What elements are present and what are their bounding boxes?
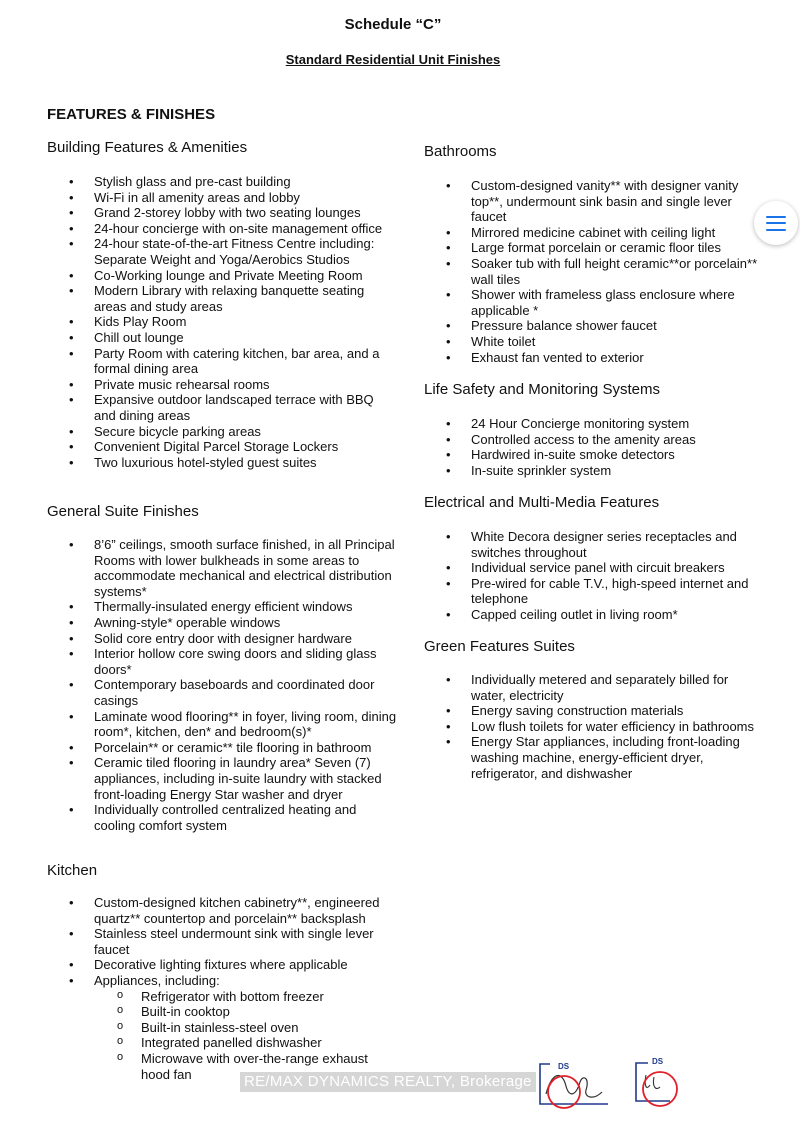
list-item: • White toilet [424, 334, 764, 350]
stamp-label: DS [652, 1057, 664, 1066]
section-heading-electrical: Electrical and Multi-Media Features [424, 494, 660, 511]
list-item: • Solid core entry door with designer hardware [47, 631, 397, 647]
list-item: • Hardwired in-suite smoke detectors [424, 447, 764, 463]
list-item: • 24-hour state-of-the-art Fitness Centre including: Separate Weight and Yoga/Aerobics Studios [47, 236, 397, 267]
list-item: • Convenient Digital Parcel Storage Lockers [47, 439, 397, 455]
list-item: • Shower with frameless glass enclosure where applicable * [424, 287, 764, 318]
list-item: • Stylish glass and pre-cast building [47, 174, 397, 190]
list-item: • Individually controlled centralized heating and cooling comfort system [47, 802, 397, 833]
hamburger-icon [766, 216, 786, 231]
list-item: • Secure bicycle parking areas [47, 424, 397, 440]
section-heading-green: Green Features Suites [424, 638, 575, 655]
list-item: • White Decora designer series receptacles and switches throughout [424, 529, 764, 560]
section-heading-safety: Life Safety and Monitoring Systems [424, 381, 660, 398]
appliances-label: Appliances, including: [94, 972, 220, 988]
list-building [47, 174, 397, 470]
list-item: • Co-Working lounge and Private Meeting Room [47, 268, 397, 284]
section-heading-kitchen: Kitchen [47, 862, 98, 879]
list-item: • Expansive outdoor landscaped terrace with BBQ and dining areas [47, 392, 397, 423]
menu-button[interactable] [754, 201, 798, 245]
list-item: • Porcelain** or ceramic** tile flooring in bathroom [47, 740, 397, 756]
sub-list-item: o Refrigerator with bottom freezer [94, 989, 397, 1005]
list-item-appliances [47, 973, 397, 1082]
section-heading-bathrooms: Bathrooms [424, 143, 497, 160]
list-item: • Mirrored medicine cabinet with ceiling light [424, 225, 764, 241]
section-heading-general: General Suite Finishes [47, 503, 199, 520]
list-item: • Private music rehearsal rooms [47, 377, 397, 393]
list-item: • Ceramic tiled flooring in laundry area* Seven (7) appliances, including in-suite laundry with stacked front-loading Energy Star washer and dryer [47, 755, 397, 802]
brokerage-watermark: RE/MAX DYNAMICS REALTY, Brokerage [240, 1072, 536, 1092]
list-item: • Pressure balance shower faucet [424, 318, 764, 334]
list-item: • Stainless steel undermount sink with single lever faucet [47, 926, 397, 957]
document-subtitle: Standard Residential Unit Finishes [285, 52, 501, 67]
list-item: • Exhaust fan vented to exterior [424, 350, 764, 366]
list-green [424, 672, 764, 781]
list-item: • Modern Library with relaxing banquette seating areas and study areas [47, 283, 397, 314]
list-item: • Decorative lighting fixtures where applicable [47, 957, 397, 973]
list-item: • Pre-wired for cable T.V., high-speed internet and telephone [424, 576, 764, 607]
features-heading: FEATURES & FINISHES [47, 106, 216, 123]
section-heading-building: Building Features & Amenities [47, 139, 248, 156]
list-item: • Controlled access to the amenity areas [424, 432, 764, 448]
list-item: • Energy saving construction materials [424, 703, 764, 719]
list-item: • Wi-Fi in all amenity areas and lobby [47, 190, 397, 206]
list-item: • Contemporary baseboards and coordinated door casings [47, 677, 397, 708]
document-title: Schedule “C” [344, 16, 442, 33]
sub-list-item: o Microwave with over-the-range exhaust hood fan [94, 1051, 397, 1082]
list-item: • Individually metered and separately billed for water, electricity [424, 672, 764, 703]
list-item: • 24-hour concierge with on-site management office [47, 221, 397, 237]
list-item: • Kids Play Room [47, 314, 397, 330]
list-kitchen [47, 895, 397, 1082]
list-item: • In-suite sprinkler system [424, 463, 764, 479]
list-bathrooms [424, 178, 764, 365]
list-item: • 24 Hour Concierge monitoring system [424, 416, 764, 432]
list-item: • Soaker tub with full height ceramic**or porcelain** wall tiles [424, 256, 764, 287]
list-item: • Energy Star appliances, including front-loading washing machine, energy-efficient dryer, refrigerator, and dishwasher [424, 734, 764, 781]
list-item: • Laminate wood flooring** in foyer, living room, dining room*, kitchen, den* and bedroom(s)* [47, 709, 397, 740]
sub-list-item: o Built-in stainless-steel oven [94, 1020, 397, 1036]
list-item: • Interior hollow core swing doors and sliding glass doors* [47, 646, 397, 677]
list-item: • Two luxurious hotel-styled guest suites [47, 455, 397, 471]
list-item: • Custom-designed vanity** with designer vanity top**, undermount sink basin and single lever faucet [424, 178, 764, 225]
initials-stamp-1 [536, 1058, 612, 1112]
list-item: • Individual service panel with circuit breakers [424, 560, 764, 576]
list-item: • Party Room with catering kitchen, bar area, and a formal dining area [47, 346, 397, 377]
list-appliances [94, 989, 397, 1083]
list-item: • Thermally-insulated energy efficient windows [47, 599, 397, 615]
list-item: • Large format porcelain or ceramic floor tiles [424, 240, 764, 256]
list-safety [424, 416, 764, 478]
sub-list-item: o Integrated panelled dishwasher [94, 1035, 397, 1051]
sub-list-item: o Built-in cooktop [94, 1004, 397, 1020]
list-item: • Low flush toilets for water efficiency in bathrooms [424, 719, 764, 735]
initials-stamp-2 [630, 1055, 694, 1111]
list-item: • Custom-designed kitchen cabinetry**, engineered quartz** countertop and porcelain** backsplash [47, 895, 397, 926]
list-item: • Grand 2-storey lobby with two seating lounges [47, 205, 397, 221]
list-item: • Capped ceiling outlet in living room* [424, 607, 764, 623]
stamp-label: DS [558, 1062, 570, 1071]
list-item: • Awning-style* operable windows [47, 615, 397, 631]
list-electrical [424, 529, 764, 623]
list-item: • 8’6” ceilings, smooth surface finished, in all Principal Rooms with lower bulkheads in some areas to accommodate mechanical and electrical distribution systems* [47, 537, 397, 599]
list-general [47, 537, 397, 833]
list-item: • Chill out lounge [47, 330, 397, 346]
